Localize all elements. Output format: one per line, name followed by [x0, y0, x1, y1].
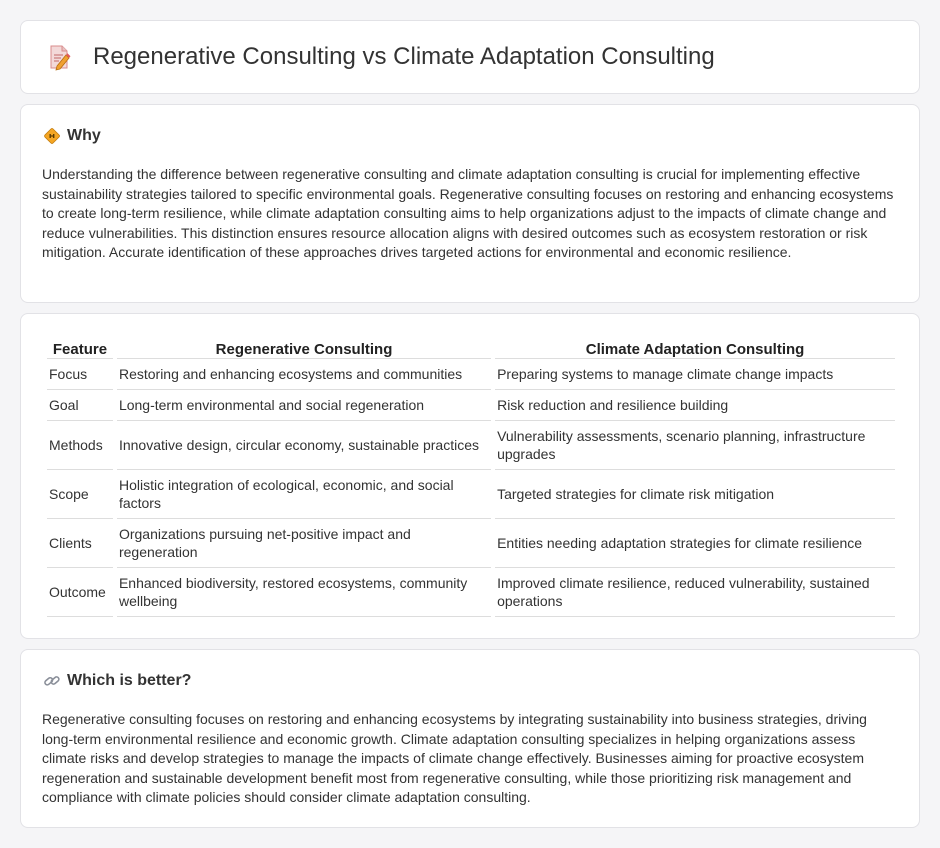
header-feature: Feature [47, 335, 113, 359]
regenerative-cell: Holistic integration of ecological, economic, and social factors [117, 470, 491, 519]
table-row [47, 390, 895, 421]
climate-adaptation-cell: Improved climate resilience, reduced vulnerability, sustained operations [495, 568, 895, 617]
feature-cell: Focus [47, 359, 113, 390]
table-row [47, 470, 895, 519]
regenerative-cell: Organizations pursuing net-positive impact and regeneration [117, 519, 491, 568]
table-header-row [47, 335, 895, 359]
regenerative-cell: Innovative design, circular economy, sustainable practices [117, 421, 491, 470]
title-row [45, 43, 715, 71]
title-card [20, 20, 920, 94]
feature-cell: Goal [47, 390, 113, 421]
regenerative-cell: Restoring and enhancing ecosystems and communities [117, 359, 491, 390]
table-row [47, 519, 895, 568]
table-row [47, 359, 895, 390]
regenerative-cell: Long-term environmental and social regeneration [117, 390, 491, 421]
regenerative-cell: Enhanced biodiversity, restored ecosystems, community wellbeing [117, 568, 491, 617]
climate-adaptation-cell: Preparing systems to manage climate change impacts [495, 359, 895, 390]
which-is-better-section [20, 649, 920, 828]
better-heading-row [43, 672, 191, 690]
page-title: Regenerative Consulting vs Climate Adaptation Consulting [93, 43, 715, 70]
feature-cell: Outcome [47, 568, 113, 617]
climate-adaptation-cell: Entities needing adaptation strategies for climate resilience [495, 519, 895, 568]
better-heading: Which is better? [67, 672, 192, 689]
road-sign-icon [43, 127, 61, 145]
feature-cell: Methods [47, 421, 113, 470]
header-regenerative: Regenerative Consulting [117, 335, 491, 359]
header-climate-adaptation: Climate Adaptation Consulting [495, 335, 895, 359]
climate-adaptation-cell: Risk reduction and resilience building [495, 390, 895, 421]
table-row [47, 421, 895, 470]
comparison-table [43, 335, 899, 617]
why-section [20, 104, 920, 303]
climate-adaptation-cell: Vulnerability assessments, scenario planning, infrastructure upgrades [495, 421, 895, 470]
why-heading: Why [67, 127, 101, 144]
feature-cell: Scope [47, 470, 113, 519]
why-heading-row [43, 127, 101, 145]
climate-adaptation-cell: Targeted strategies for climate risk mitigation [495, 470, 895, 519]
edit-document-icon [45, 43, 73, 71]
table-row [47, 568, 895, 617]
feature-cell: Clients [47, 519, 113, 568]
better-text: Regenerative consulting focuses on restoring and enhancing ecosystems by integrating sustainability into business strategies, driving long-term environmental resilience and economic growth. Climate adaptation consulting specializes in helping organizations assess climate risks and develop strategies to manage the impacts of climate change effectively. Businesses aiming for proactive ecosystem regeneration and sustainable development benefit most from regenerative consulting, while those prioritizing risk management and compliance with climate policies should consider climate adaptation consulting. [42, 711, 867, 806]
comparison-section [20, 313, 920, 639]
link-icon [43, 672, 61, 690]
why-text: Understanding the difference between regenerative consulting and climate adaptation consulting is crucial for implementing effective sustainability strategies tailored to specific environmental goals. Regenerative consulting focuses on restoring and enhancing ecosystems to create long-term resilience, while climate adaptation consulting aims to help organizations adjust to the impacts of climate change and reduce vulnerabilities. This distinction ensures resource allocation aligns with desired outcomes such as ecosystem restoration or risk mitigation. Accurate identification of these approaches drives targeted actions for environmental and economic resilience. [42, 166, 894, 261]
